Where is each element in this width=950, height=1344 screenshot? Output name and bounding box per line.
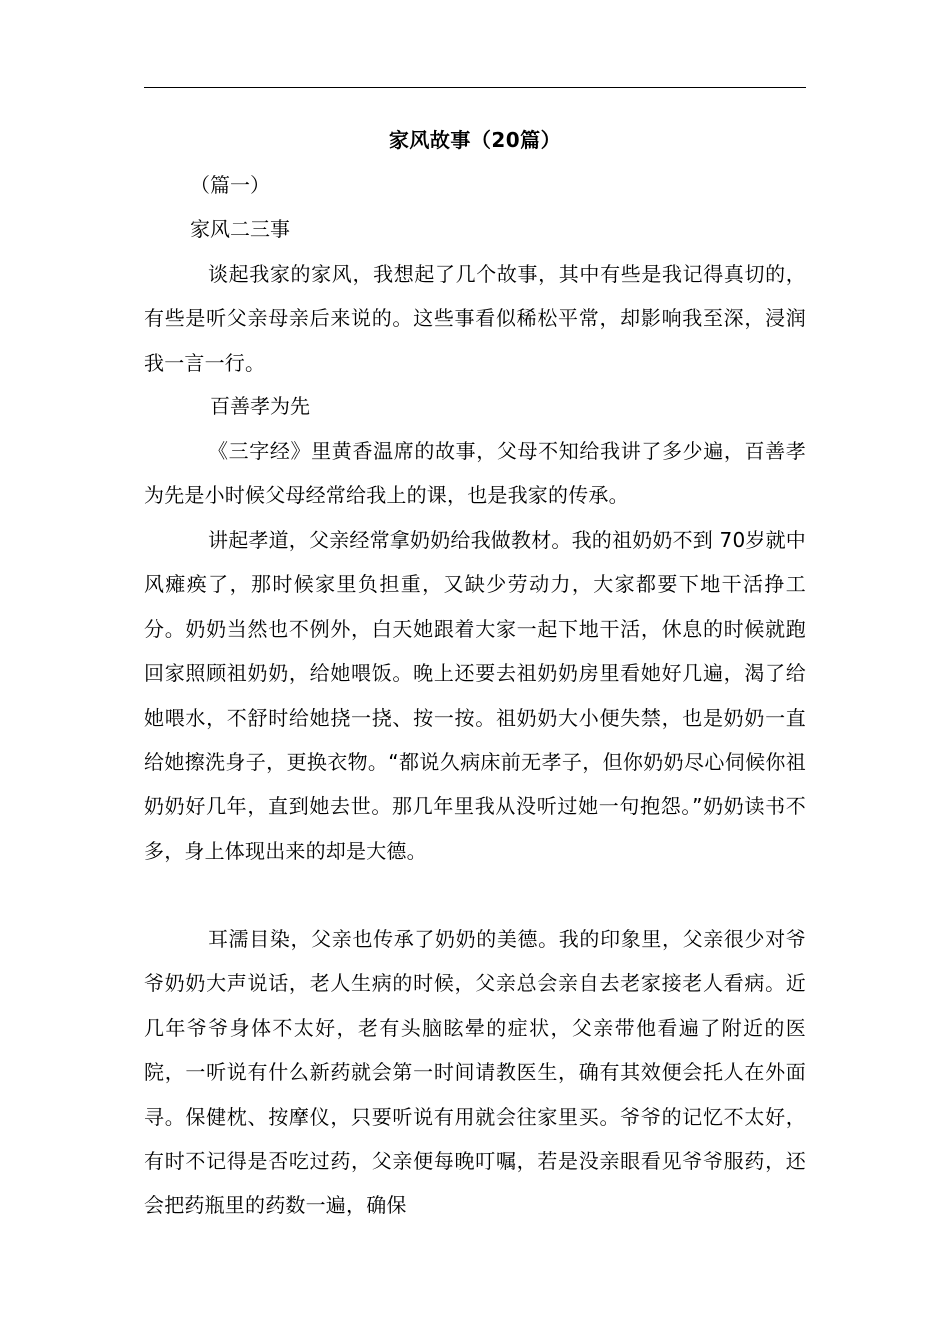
paragraph-intro: 谈起我家的家风，我想起了几个故事，其中有些是我记得真切的，有些是听父亲母亲后来说的。这些事看似稀松平常，却影响我至深，浸润我一言一行。 xyxy=(144,262,806,375)
header-rule xyxy=(144,87,806,88)
chapter-label: （篇一） xyxy=(190,173,270,197)
paragraph-sanzijing: 《三字经》里黄香温席的故事，父母不知给我讲了多少遍，百善孝为先是小时候父母经常给我上的课，也是我家的传承。 xyxy=(144,439,806,508)
paragraph-grandmother: 讲起孝道，父亲经常拿奶奶给我做教材。我的祖奶奶不到 70岁就中风瘫痪了，那时候家里负担重，又缺少劳动力，大家都要下地干活挣工分。奶奶当然也不例外，白天她跟着大家一起下地干活，休息的时候就跑回家照顾祖奶奶，给她喂饭。晚上还要去祖奶奶房里看她好几遍，渴了给她喂水，不舒时给她挠一挠、按一按。祖奶奶大小便失禁，也是奶奶一直给她擦洗身子，更换衣物。“都说久病床前无孝子，但你奶奶尽心伺候你祖奶奶好几年，直到她去世。那几年里我从没听过她一句抱怨。”奶奶读书不多，身上体现出来的却是大德。 xyxy=(144,528,807,863)
story-title: 家风二三事 xyxy=(190,217,290,241)
paragraph-father: 耳濡目染，父亲也传承了奶奶的美德。我的印象里，父亲很少对爷爷奶奶大声说话，老人生病的时候，父亲总会亲自去老家接老人看病。近几年爷爷身体不太好，老有头脑眩晕的症状，父亲带他看遍了附近的医院，一听说有什么新药就会第一时间请教医生，确有其效便会托人在外面寻。保健枕、按摩仪，只要听说有用就会往家里买。爷爷的记忆不太好，有时不记得是否吃过药，父亲便每晚叮嘱，若是没亲眼看见爷爷服药，还会把药瓶里的药数一遍，确保 xyxy=(144,927,806,1218)
section-title: 百善孝为先 xyxy=(210,394,310,418)
document-title: 家风故事（20篇） xyxy=(388,128,562,152)
